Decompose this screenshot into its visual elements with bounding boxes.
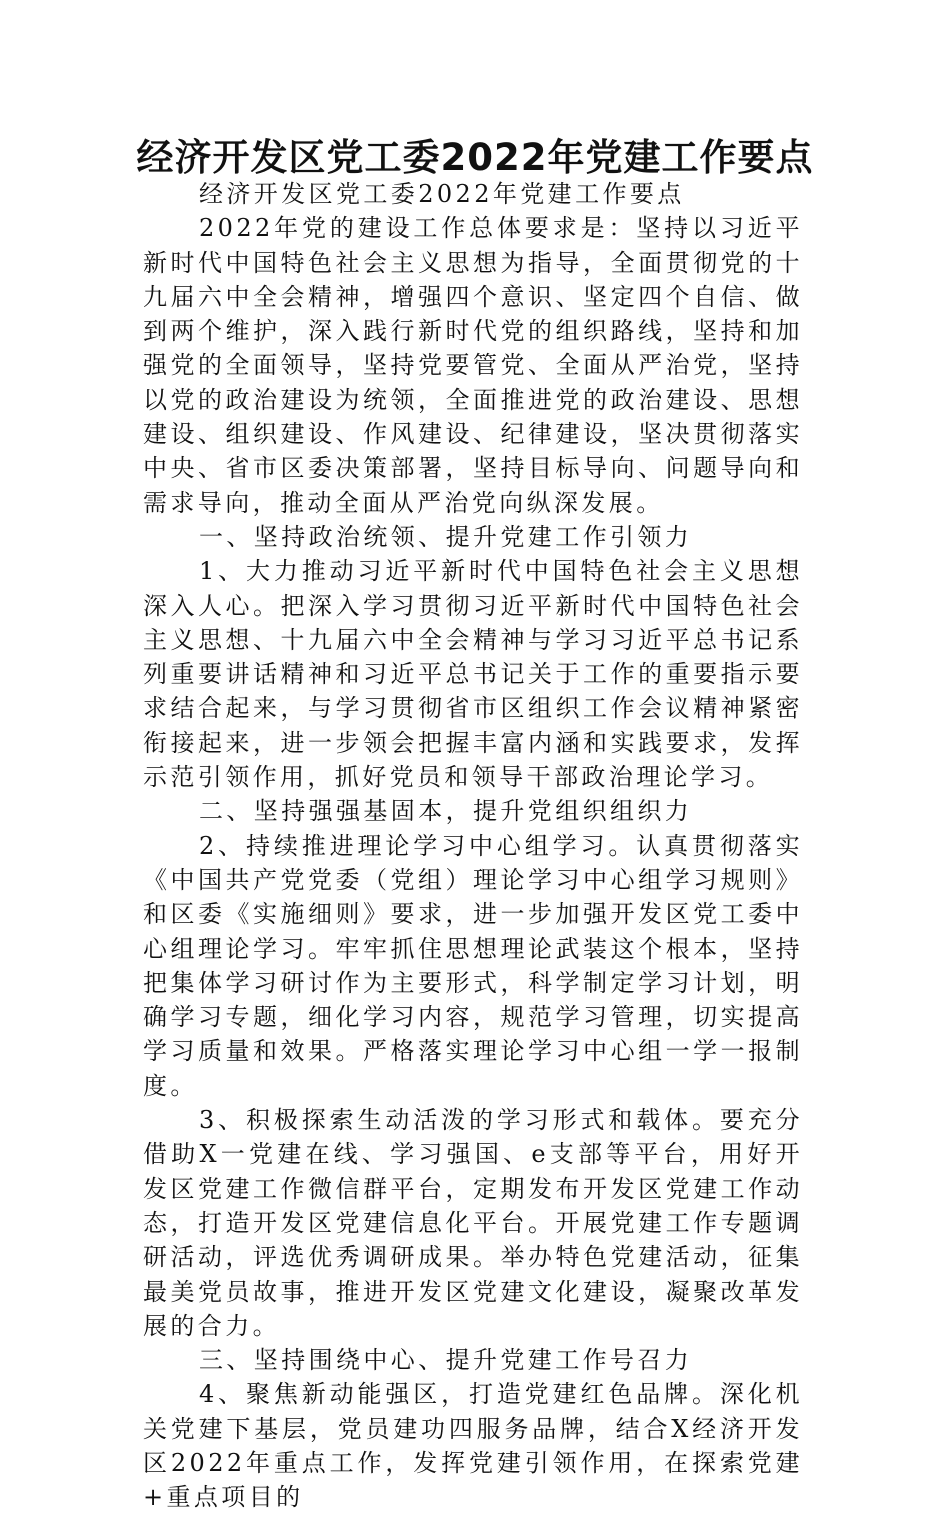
paragraph-subtitle: 经济开发区党工委2022年党建工作要点	[199, 180, 685, 208]
paragraph-item-3: 3、积极探索生动活泼的学习形式和载体。要充分借助X一党建在线、学习强国、e支部等平台，用好开发区党建工作微信群平台，定期发布开发区党建工作动态，打造开发区党建信息化平台。开展党建工作专题调研活动，评选优秀调研成果。举办特色党建活动，征集最美党员故事，推进开发区党建文化建设，凝聚改革发展的合力。	[143, 1106, 803, 1340]
document-body	[143, 177, 803, 1515]
paragraph-item-2: 2、持续推进理论学习中心组学习。认真贯彻落实《中国共产党党委（党组）理论学习中心组学习规则》和区委《实施细则》要求，进一步加强开发区党工委中心组理论学习。牢牢抓住思想理论武装这个根本，坚持把集体学习研讨作为主要形式，科学制定学习计划，明确学习专题，细化学习内容，规范学习管理，切实提高学习质量和效果。严格落实理论学习中心组一学一报制度。	[143, 831, 803, 1100]
paragraph-overall-requirements: 2022年党的建设工作总体要求是：坚持以习近平新时代中国特色社会主义思想为指导，全面贯彻党的十九届六中全会精神，增强四个意识、坚定四个自信、做到两个维护，深入践行新时代党的组织路线，坚持和加强党的全面领导，坚持党要管党、全面从严治党，坚持以党的政治建设为统领，全面推进党的政治建设、思想建设、组织建设、作风建设、纪律建设，坚决贯彻落实中央、省市区委决策部署，坚持目标导向、问题导向和需求导向，推动全面从严治党向纵深发展。	[143, 214, 803, 517]
section-heading-2: 二、坚持强强基固本，提升党组织组织力	[199, 797, 693, 826]
section-heading-1: 一、坚持政治统领、提升党建工作引领力	[199, 522, 693, 551]
paragraph-item-1: 1、大力推动习近平新时代中国特色社会主义思想深入人心。把深入学习贯彻习近平新时代中国特色社会主义思想、十九届六中全会精神与学习习近平总书记系列重要讲话精神和习近平总书记关于工作的重要指示要求结合起来，与学习贯彻省市区组织工作会议精神紧密衔接起来，进一步领会把握丰富内涵和实践要求，发挥示范引领作用，抓好党员和领导干部政治理论学习。	[143, 557, 803, 792]
paragraph-item-4: 4、聚焦新动能强区，打造党建红色品牌。深化机关党建下基层，党员建功四服务品牌，结合X经济开发区2022年重点工作，发挥党建引领作用，在探索党建+重点项目的	[143, 1380, 803, 1512]
document-title: 经济开发区党工委2022年党建工作要点	[136, 136, 814, 179]
section-heading-3: 三、坚持围绕中心、提升党建工作号召力	[199, 1346, 693, 1375]
